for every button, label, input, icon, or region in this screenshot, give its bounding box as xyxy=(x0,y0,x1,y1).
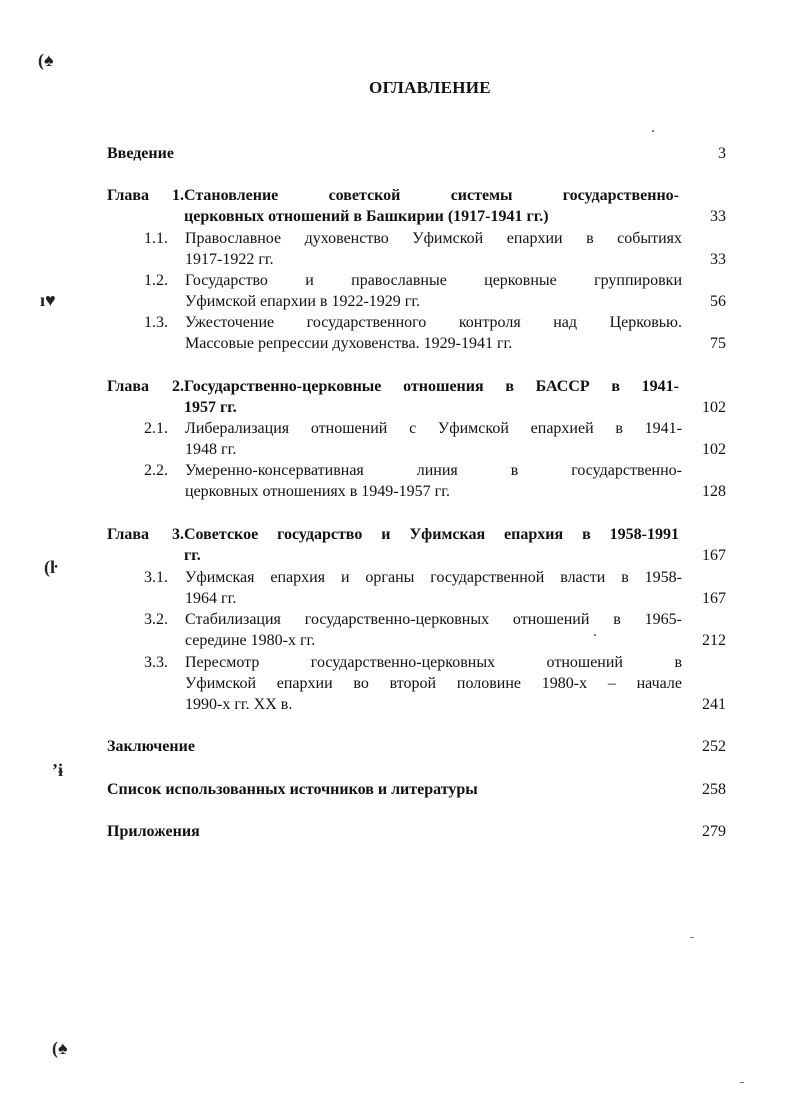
section-title-line: Массовые репрессии духовенства. 1929-1941 гг. xyxy=(185,335,513,352)
toc-section-3-3 xyxy=(144,652,726,715)
scan-mark: (♠ xyxy=(38,50,54,70)
section-title-line: Ужесточение государственного контроля над Церковью. xyxy=(185,314,682,331)
section-title-line: Государство и православные церковные группировки xyxy=(185,272,682,289)
toc-page-number: 75 xyxy=(710,335,726,352)
section-title-line: Пересмотр государственно-церковных отношений в xyxy=(185,654,682,671)
section-number: 2.1. xyxy=(144,420,168,437)
toc-page-number: 102 xyxy=(702,441,726,458)
toc-section-1-1 xyxy=(144,228,726,270)
toc-section-3-2 xyxy=(144,609,726,651)
chapter-title-line: 1957 гг. xyxy=(184,399,237,416)
section-number: 3.3. xyxy=(144,654,168,671)
toc-section-2-1 xyxy=(144,418,726,460)
toc-chapter-3 xyxy=(107,524,726,566)
page-title: ОГЛАВЛЕНИЕ xyxy=(369,78,491,97)
scan-speck xyxy=(690,937,694,938)
section-number: 1.3. xyxy=(144,314,168,331)
toc-section-2-2 xyxy=(144,460,726,502)
toc-entry-conclusion xyxy=(107,736,726,757)
toc-page-number: 33 xyxy=(710,208,726,225)
scan-speck xyxy=(740,1082,744,1083)
scan-mark: ʼɨ xyxy=(52,760,63,780)
toc-section-3-1 xyxy=(144,567,726,609)
scan-mark: (ŀ xyxy=(44,557,58,577)
chapter-title-line: Становление советской системы государственно- xyxy=(184,187,679,204)
toc-page-number: 252 xyxy=(702,738,726,755)
toc-page-number: 167 xyxy=(702,547,726,564)
section-number: 1.1. xyxy=(144,230,168,247)
scan-mark: (♠ xyxy=(52,1038,68,1058)
chapter-title-line: церковных отношений в Башкирии (1917-1941 гг.) xyxy=(184,208,549,225)
toc-chapter-2 xyxy=(107,376,726,418)
toc-page-number: 241 xyxy=(702,696,726,713)
toc-entry-label: Список использованных источников и литературы xyxy=(107,781,478,798)
chapter-title-line: гг. xyxy=(184,547,201,564)
scan-speck xyxy=(652,130,654,132)
toc-page-number: 3 xyxy=(718,145,726,162)
toc-page-number: 128 xyxy=(702,483,726,500)
toc-entry-sources xyxy=(107,779,726,800)
section-title-line: 1917-1922 гг. xyxy=(185,251,274,268)
toc-page-number: 279 xyxy=(702,823,726,840)
section-title-line: 1964 гг. xyxy=(185,590,237,607)
toc-entry-appendix xyxy=(107,821,726,842)
toc-entry-introduction xyxy=(107,143,726,164)
toc-entry-label: Приложения xyxy=(107,823,200,840)
chapter-prefix: Глава 3. xyxy=(107,526,184,543)
section-title-line: Умеренно-консервативная линия в государственно- xyxy=(185,462,682,479)
section-number: 3.1. xyxy=(144,569,168,586)
section-title-line: Уфимской епархии во второй половине 1980-х – начале xyxy=(185,675,682,692)
chapter-prefix: Глава 2. xyxy=(107,378,184,395)
section-title-line: Уфимской епархии в 1922-1929 гг. xyxy=(185,293,421,310)
toc-entry-label: Введение xyxy=(107,145,174,162)
section-title-line: церковных отношениях в 1949-1957 гг. xyxy=(185,483,450,500)
toc-page-number: 56 xyxy=(710,293,726,310)
section-title-line: Уфимская епархия и органы государственной власти в 1958- xyxy=(185,569,682,586)
section-number: 2.2. xyxy=(144,462,168,479)
chapter-prefix: Глава 1. xyxy=(107,187,184,204)
toc-section-1-3 xyxy=(144,312,726,354)
toc-page-number: 212 xyxy=(702,632,726,649)
toc-page-number: 33 xyxy=(710,251,726,268)
section-title-line: Православное духовенство Уфимской епархии в событиях xyxy=(185,230,682,247)
chapter-title-line: Советское государство и Уфимская епархия в 1958-1991 xyxy=(184,526,679,543)
toc-page-number: 102 xyxy=(702,399,726,416)
section-number: 1.2. xyxy=(144,272,168,289)
chapter-title-line: Государственно-церковные отношения в БАССР в 1941- xyxy=(184,378,679,395)
section-title-line: 1948 гг. xyxy=(185,441,237,458)
section-title-line: середине 1980-х гг. xyxy=(185,632,316,649)
section-title-line: Либерализация отношений с Уфимской епархией в 1941- xyxy=(185,420,682,437)
toc-entry-label: Заключение xyxy=(107,738,195,755)
section-title-line: Стабилизация государственно-церковных отношений в 1965- xyxy=(185,611,682,628)
section-title-line: 1990-х гг. XX в. xyxy=(185,696,293,713)
toc-section-1-2 xyxy=(144,270,726,312)
toc-page-number: 258 xyxy=(702,781,726,798)
scan-mark: ı♥ xyxy=(40,290,56,310)
section-number: 3.2. xyxy=(144,611,168,628)
toc-chapter-1 xyxy=(107,185,726,227)
toc-page-number: 167 xyxy=(702,590,726,607)
